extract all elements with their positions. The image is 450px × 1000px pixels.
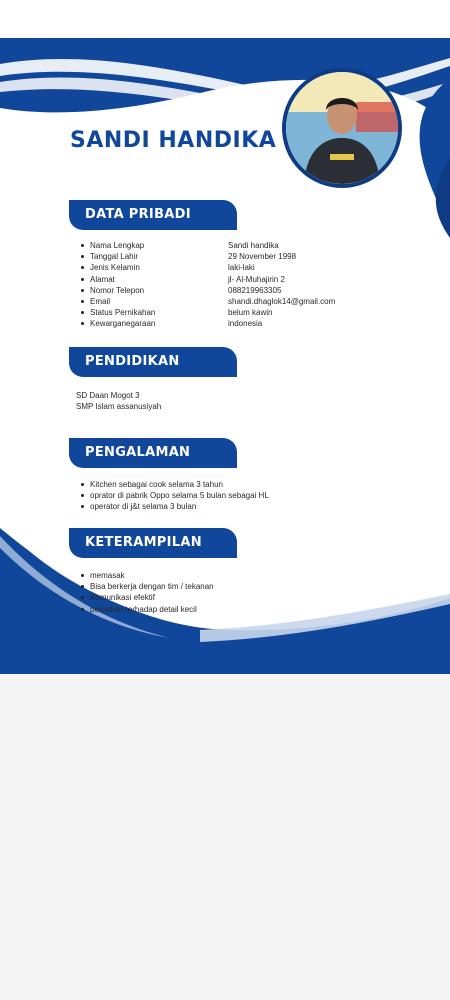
birth-date-value: 29 November 1998 (228, 252, 297, 262)
list-item: Bisa berkerja dengan tim / tekanan (80, 581, 214, 592)
list-item: operator di j&t selama 3 bulan (80, 501, 269, 512)
list-item: Kewarganegaraan (80, 318, 155, 329)
list-item: memasak (80, 570, 214, 581)
profile-photo (282, 68, 402, 188)
list-item: Kitchen sebagai cook selama 3 tahun (80, 479, 269, 490)
top-blank-area (0, 0, 450, 38)
list-item: perhatian terhadap detail kecil (80, 604, 214, 615)
list-item: Jenis Kelamin (80, 262, 155, 273)
section-header-pendidikan: PENDIDIKAN (69, 347, 237, 377)
list-item: Nomor Telepon (80, 285, 155, 296)
list-item: Tanggal Lahir (80, 251, 155, 262)
experience-list (80, 479, 269, 513)
personal-values-list (228, 240, 335, 330)
list-item: Alamat (80, 274, 155, 285)
list-item: Status Pernikahan (80, 307, 155, 318)
list-item: Nama Lengkap (80, 240, 155, 251)
cv-page (0, 38, 450, 674)
list-item: Email (80, 296, 155, 307)
education-list (76, 390, 161, 412)
section-header-data-pribadi: DATA PRIBADI (69, 200, 237, 230)
full-name-value: Sandi handika (228, 241, 279, 250)
profile-name: SANDI HANDIKA (70, 128, 277, 153)
list-item: Komunikasi efektif (80, 592, 214, 603)
address-value: jl- Al-Muhajirin 2 (228, 274, 285, 284)
person-photo-icon (286, 72, 398, 184)
email-value: shandi.dhaglok14@gmail.com (228, 297, 336, 307)
skills-list (80, 570, 214, 615)
list-item: oprator di pabrik Oppo selama 5 bulan sebagai HL (80, 490, 269, 501)
education-item: SD Daan Mogot 3 (76, 391, 140, 400)
education-item: SMP Islam assanusiyah (76, 402, 162, 412)
section-header-pengalaman: PENGALAMAN (69, 438, 237, 468)
section-header-keterampilan: KETERAMPILAN (69, 528, 237, 558)
marital-status-value: belum kawin (228, 308, 273, 318)
gender-value: laki-laki (228, 263, 255, 273)
phone-value: 088219963305 (228, 285, 282, 295)
personal-labels-list (80, 240, 155, 330)
nationality-value: indonesia (228, 319, 263, 329)
